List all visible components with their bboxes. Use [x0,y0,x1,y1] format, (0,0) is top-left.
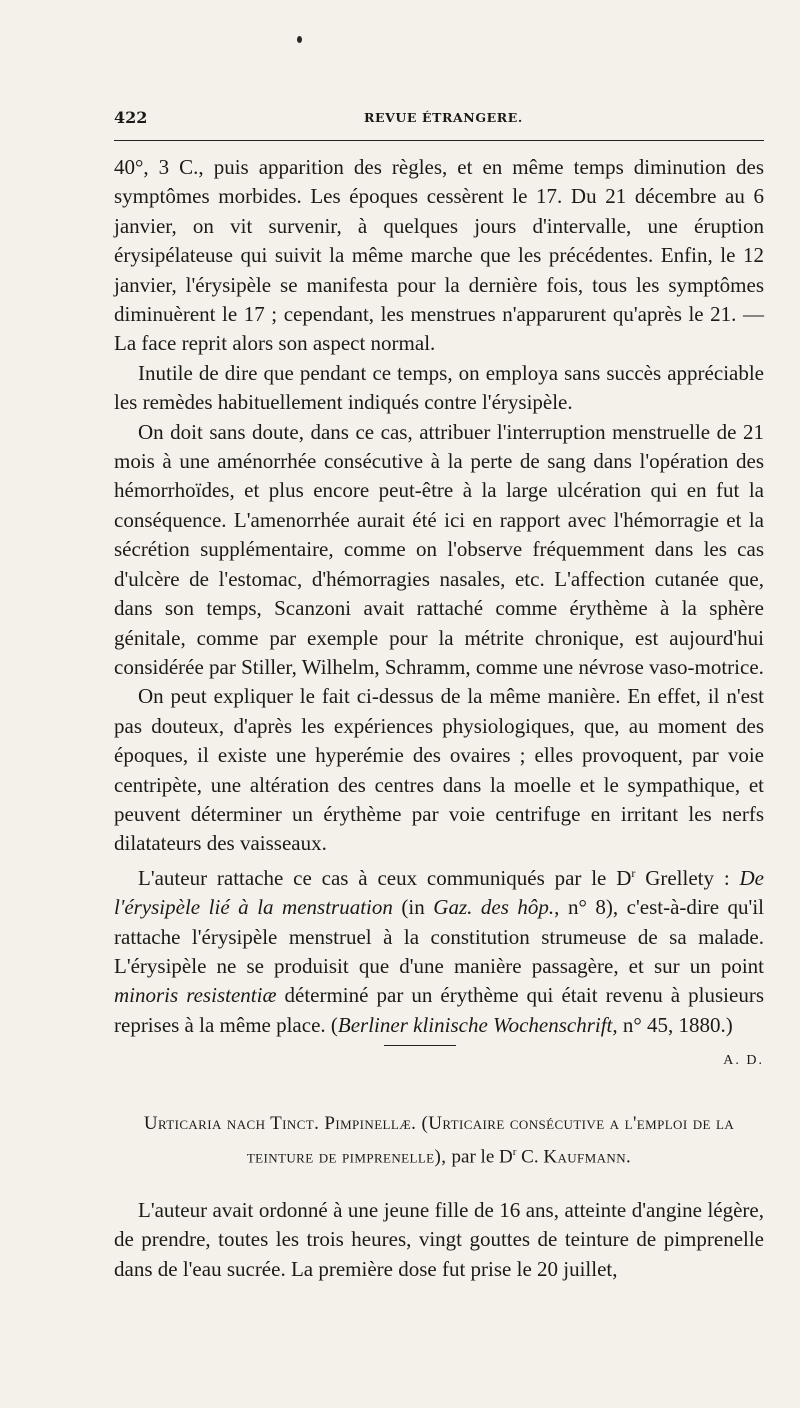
p5-text-6: n° 45, 1880.) [617,1012,733,1037]
p5-italic-journal: Gaz. des hôp. [433,895,555,920]
second-article-body [114,1196,764,1284]
p5-italic-latin: minoris resistentiæ [114,983,277,1008]
paragraph-3: On doit sans doute, dans ce cas, attribuer l'interruption menstruelle de 21 mois à une aménorrhée consécutive à la perte de sang dans l'opération des hémorrhoïdes, et plus encore peut-être à la large ulcération qui en fut la conséquence. L'amenorrhée aurait été ici en rapport avec l'hémorragie et la sécrétion supplémentaire, comme on l'observe fréquemment dans les cas d'ulcère de l'estomac, d'hémorragies nasales, etc. L'affection cutanée que, dans son temps, Scanzoni avait rattaché comme érythème à la sphère génitale, comme par exemple pour la métrite chronique, est aujourd'hui considérée par Stiller, Wilhelm, Schramm, comme une névrose vaso-motrice. [114,419,764,679]
title-by: par le D [451,1146,513,1168]
p5-sup: r [631,865,636,880]
p5-italic-source: Berliner klinische Wochenschrift, [337,1012,618,1037]
p5-italic-title: De l'érysipèle lié à la menstruation [114,865,765,920]
section-title [114,1110,764,1171]
running-title: REVUE ÉTRANGERE. [364,110,523,125]
page-number: 422 [114,108,148,127]
p5-text-2: Grellety : [635,865,740,890]
title-sup: r [512,1146,517,1158]
p5-text-3: (in [392,895,434,920]
header-rule [114,140,764,141]
paragraph-2: Inutile de dire que pendant ce temps, on employa sans succès appréciable les remèdes habituellement indiqués contre l'érysipèle. [114,360,764,415]
paragraph-6: L'auteur avait ordonné à une jeune fille de 16 ans, atteinte d'angine légère, de prendre, toutes les trois heures, vingt gouttes de teinture de pimprenelle dans de l'eau sucrée. La première dose fut prise le 20 juillet, [114,1198,764,1281]
article-body [114,153,764,1076]
paragraph-5 [114,859,765,1069]
paragraph-1: 40°, 3 C., puis apparition des règles, et en même temps diminution des symptômes morbides. Les époques cessèrent le 17. Du 21 décembre au 6 janvier, on vit survenir, à quelques jours d'intervalle, une éruption érysipélateuse qui suivit la même marche que les précédentes. Enfin, le 12 janvier, l'érysipèle se manifesta pour la dernière fois, tous les symptômes diminuèrent le 17 ; cependant, les menstrues n'apparurent qu'après le 21. — La face reprit alors son aspect normal. [114,155,764,356]
title-initial: C. [516,1146,544,1168]
title-french: (Urticaire consécutive a l'emploi de la teinture de pimprenelle), [246,1113,735,1168]
section-separator [384,1045,456,1046]
p5-text-5: déterminé par un érythème qui était revenu à plusieurs reprises à la même place. ( [114,983,764,1037]
p5-text-1: L'auteur rattache ce cas à ceux communiqués par le D [138,865,632,890]
p5-text-4: , n° 8), c'est-à-dire qu'il rattache l'érysipèle menstruel à la constitution strumeuse de sa malade. L'érysipèle ne se produisit que d'une manière passagère, et sur un point [114,895,765,978]
paragraph-4: On peut expliquer le fait ci-dessus de la même manière. En effet, il n'est pas douteux, d'après les expériences physiologiques, que, au moment des époques, il existe une hyperémie des ovaires ; elles provoquent, par voie centripète, une altération des centres dans la moelle et le sympathique, et peuvent déterminer un érythème par voie centrifuge en irritant les nerfs dilatateurs des vaisseaux. [114,684,764,856]
title-author: Kaufmann. [543,1146,632,1168]
page-header [114,108,764,130]
author-signature: A. D. [723,1053,764,1069]
ink-speck [297,36,302,43]
title-german: Urticaria nach Tinct. Pimpinellæ. [143,1113,417,1134]
